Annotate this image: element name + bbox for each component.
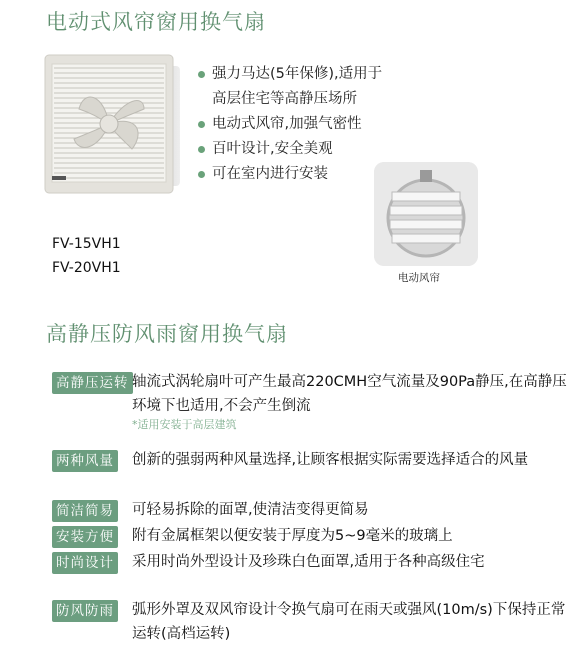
feature-text: 可轻易拆除的面罩,使清洁变得更简易: [132, 502, 369, 518]
feature-bullet-list: [196, 62, 382, 187]
model-numbers: [52, 232, 121, 280]
section-title-electric-damper: 电动式风帘窗用换气扇: [46, 10, 266, 34]
bullet-item-continued: 高层住宅等高静压场所: [212, 91, 357, 107]
feature-tag: 简洁简易: [52, 500, 118, 522]
bullet-item: 百叶设计,安全美观: [196, 137, 382, 162]
feature-note: *适用安装于高层建筑: [132, 418, 237, 431]
feature-tag: 时尚设计: [52, 552, 118, 574]
damper-caption: 电动风帘: [398, 272, 440, 284]
damper-image: [374, 162, 478, 266]
model-number: FV-15VH1: [52, 236, 121, 252]
feature-text: 附有金属框架以便安装于厚度为5~9毫米的玻璃上: [132, 528, 453, 544]
fan-product-image: [44, 54, 174, 194]
bullet-item: 强力马达(5年保修),适用于: [196, 62, 382, 87]
feature-text: 创新的强弱两种风量选择,让顾客根据实际需要选择适合的风量: [132, 452, 529, 468]
feature-text-block: [132, 370, 572, 433]
section-title-high-pressure: 高静压防风雨窗用换气扇: [46, 322, 288, 346]
feature-text: 轴流式涡轮扇叶可产生最高220CMH空气流量及90Pa静压,在高静压环境下也适用,不会产生倒流: [132, 374, 567, 414]
feature-text: 采用时尚外型设计及珍珠白色面罩,适用于各种高级住宅: [132, 554, 485, 570]
feature-tag: 安装方便: [52, 526, 118, 548]
feature-text: 弧形外罩及双风帘设计令换气扇可在雨天或强风(10m/s)下保持正常运转(高档运转): [132, 602, 566, 642]
feature-tag: 高静压运转: [52, 372, 133, 394]
feature-tag: 防风防雨: [52, 600, 118, 622]
bullet-item: 可在室内进行安装: [196, 162, 382, 187]
model-number: FV-20VH1: [52, 260, 121, 276]
feature-tag: 两种风量: [52, 450, 118, 472]
bullet-item: 电动式风帘,加强气密性: [196, 112, 382, 137]
